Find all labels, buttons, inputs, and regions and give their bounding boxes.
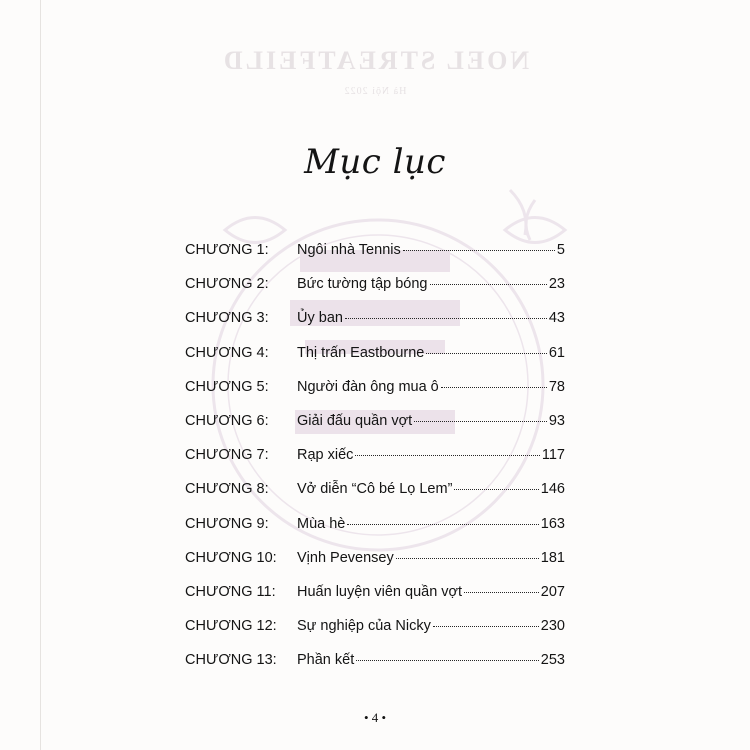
chapter-title: Ủy ban (297, 310, 343, 327)
chapter-label: CHƯƠNG 2: (185, 276, 269, 293)
toc-entry (297, 413, 565, 429)
dot-leader (414, 421, 547, 422)
chapter-page-number: 78 (548, 378, 565, 395)
dot-leader (396, 558, 539, 559)
bleed-through-author: NOEL STREATFEILD (220, 46, 530, 75)
toc-entry (297, 242, 565, 258)
chapter-label: CHƯƠNG 11: (185, 583, 276, 600)
chapter-label: CHƯƠNG 1: (185, 242, 269, 258)
chapter-page-number: 117 (541, 447, 565, 464)
dot-leader (426, 353, 547, 354)
chapter-title: Thị trấn Eastbourne (297, 344, 425, 361)
chapter-page-number: 181 (540, 549, 565, 566)
chapter-label: CHƯƠNG 8: (185, 481, 269, 498)
dot-leader (347, 524, 538, 525)
toc-row (185, 236, 565, 270)
chapter-title: Phần kết (297, 652, 355, 669)
toc-row (185, 339, 565, 373)
toc-entry (297, 481, 565, 497)
dot-leader (355, 455, 539, 456)
chapter-label: CHƯƠNG 7: (185, 447, 269, 464)
toc-row (185, 270, 565, 304)
chapter-label: CHƯƠNG 3: (185, 310, 269, 327)
toc-row (185, 407, 565, 441)
toc-row (185, 475, 565, 509)
chapter-label: CHƯƠNG 12: (185, 618, 277, 635)
toc-row (185, 373, 565, 407)
chapter-title: Huấn luyện viên quần vợt (297, 583, 463, 600)
chapter-label: CHƯƠNG 5: (185, 378, 269, 395)
toc-heading: Mục lục (304, 142, 446, 182)
chapter-page-number: 163 (540, 515, 565, 532)
toc-entry (297, 516, 565, 532)
chapter-title: Người đàn ông mua ô (297, 378, 439, 395)
toc-row (185, 612, 565, 646)
toc-entry (297, 618, 565, 634)
toc-row (185, 646, 565, 680)
dot-leader (430, 284, 547, 285)
table-of-contents (185, 236, 565, 680)
toc-entry (297, 379, 565, 395)
chapter-title: Giải đấu quần vợt (297, 412, 413, 429)
chapter-title: Sự nghiệp của Nicky (297, 618, 431, 635)
toc-entry (297, 652, 565, 668)
chapter-title: Vở diễn “Cô bé Lọ Lem” (297, 481, 453, 498)
page-number: • 4 • (363, 710, 387, 725)
chapter-title: Vịnh Pevensey (297, 549, 394, 566)
chapter-page-number: 61 (548, 344, 565, 361)
toc-entry (297, 550, 565, 566)
toc-entry (297, 310, 565, 326)
chapter-label: CHƯƠNG 10: (185, 549, 277, 566)
dot-leader (454, 489, 538, 490)
toc-entry (297, 447, 565, 463)
chapter-label: CHƯƠNG 9: (185, 515, 269, 532)
chapter-title: Bức tường tập bóng (297, 276, 428, 293)
dot-leader (345, 318, 547, 319)
bleed-through-subtitle: Hà Nội 2022 (343, 86, 407, 97)
dot-leader (356, 660, 539, 661)
chapter-page-number: 207 (540, 583, 565, 600)
chapter-page-number: 93 (548, 412, 565, 429)
toc-entry (297, 584, 565, 600)
toc-entry (297, 276, 565, 292)
toc-row (185, 578, 565, 612)
chapter-page-number: 5 (556, 242, 565, 258)
chapter-label: CHƯƠNG 4: (185, 344, 269, 361)
chapter-title: Ngôi nhà Tennis (297, 242, 401, 258)
chapter-page-number: 253 (540, 652, 565, 669)
chapter-label: CHƯƠNG 13: (185, 652, 277, 669)
chapter-label: CHƯƠNG 6: (185, 412, 269, 429)
dot-leader (464, 592, 539, 593)
dot-leader (403, 250, 555, 251)
chapter-title: Mùa hè (297, 515, 346, 532)
chapter-page-number: 146 (540, 481, 565, 498)
toc-row (185, 510, 565, 544)
chapter-page-number: 43 (548, 310, 565, 327)
chapter-page-number: 23 (548, 276, 565, 293)
dot-leader (441, 387, 547, 388)
toc-row (185, 441, 565, 475)
toc-entry (297, 345, 565, 361)
chapter-title: Rạp xiếc (297, 447, 354, 464)
toc-row (185, 304, 565, 338)
chapter-page-number: 230 (540, 618, 565, 635)
dot-leader (433, 626, 539, 627)
toc-row (185, 544, 565, 578)
